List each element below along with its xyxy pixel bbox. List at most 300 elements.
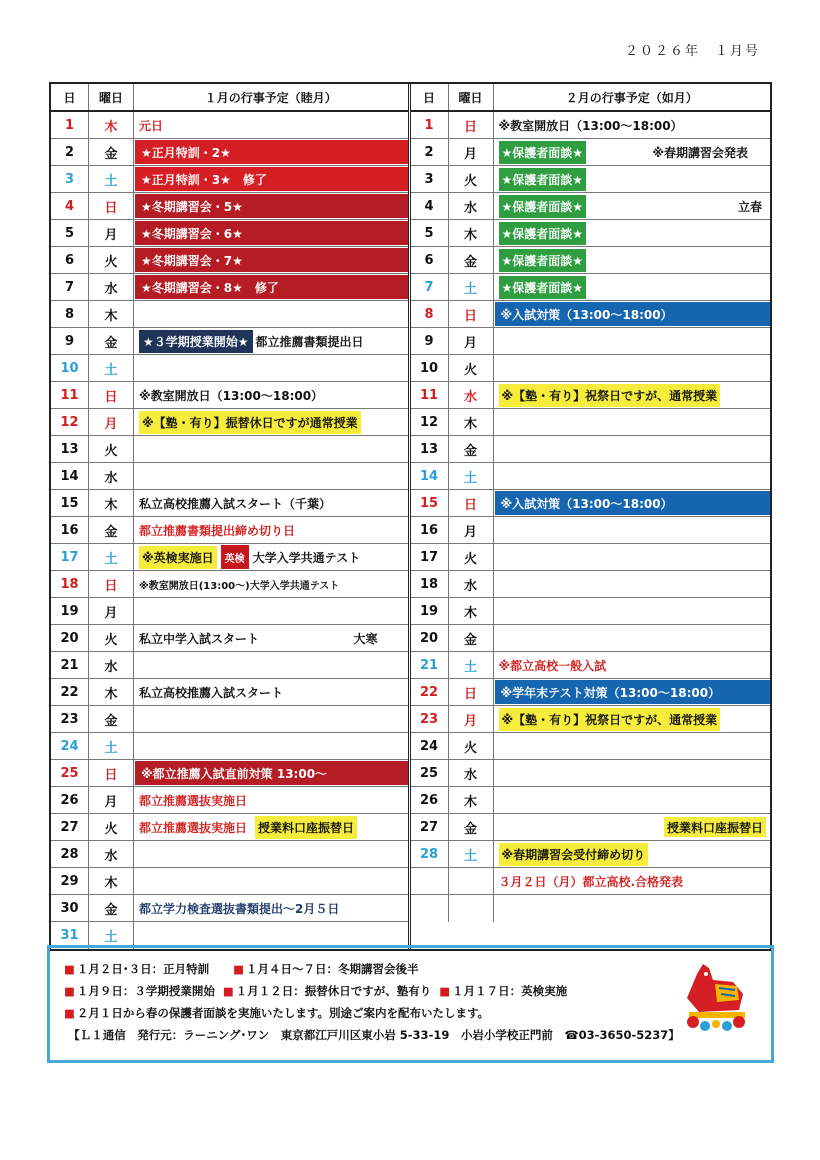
day-number: 17	[411, 544, 449, 570]
event-cell	[494, 355, 771, 381]
event-note: 大寒	[353, 631, 378, 646]
day-number	[411, 895, 449, 922]
header-weekday: 曜日	[449, 84, 494, 110]
event-tag: ★保護者面談★	[499, 276, 587, 299]
day-number: 21	[51, 652, 89, 678]
day-row	[51, 760, 408, 787]
day-number: 16	[411, 517, 449, 543]
weekday: 日	[449, 490, 494, 516]
event-band: ★正月特訓・2★	[135, 140, 408, 164]
event-cell	[494, 220, 771, 246]
weekday: 金	[89, 328, 134, 354]
weekday: 月	[449, 328, 494, 354]
event-cell	[494, 544, 771, 570]
event-text: ※都立高校一般入試	[498, 658, 607, 673]
event-highlight: ※【塾・有り】振替休日ですが通常授業	[139, 411, 361, 434]
day-number: 25	[51, 760, 89, 786]
weekday: 土	[89, 166, 134, 192]
day-number: 27	[411, 814, 449, 840]
weekday: 水	[89, 463, 134, 489]
event-highlight: ※春期講習会受付締め切り	[499, 843, 649, 866]
weekday: 金	[89, 139, 134, 165]
weekday: 日	[89, 571, 134, 597]
horse-mascot-icon	[679, 954, 753, 1032]
event-cell	[134, 733, 408, 759]
weekday: 土	[89, 922, 134, 949]
event-text: 私立高校推薦入試スタート（千葉）	[139, 496, 332, 511]
calendar-table	[49, 82, 772, 951]
note-text: ２月１日から春の保護者面談を実施いたします。別途ご案内を配布いたします。	[76, 1006, 490, 1020]
event-cell	[494, 733, 771, 759]
event-cell	[494, 787, 771, 813]
event-cell	[494, 625, 771, 651]
day-number: 20	[411, 625, 449, 651]
event-cell	[134, 112, 408, 138]
note-text: １月９日：３学期授業開始	[76, 984, 215, 998]
event-cell	[494, 112, 771, 138]
day-number: 20	[51, 625, 89, 651]
weekday: 木	[89, 679, 134, 705]
weekday: 木	[449, 787, 494, 813]
header-weekday: 曜日	[89, 84, 134, 110]
day-row	[411, 868, 771, 895]
day-row	[411, 679, 771, 706]
day-row	[51, 652, 408, 679]
day-number: 10	[411, 355, 449, 381]
weekday: 土	[89, 544, 134, 570]
day-number: 23	[51, 706, 89, 732]
day-row	[411, 166, 771, 193]
day-row	[411, 571, 771, 598]
day-number: 9	[411, 328, 449, 354]
event-cell	[494, 436, 771, 462]
note-text: １月４日～７日：冬期講習会後半	[246, 962, 419, 976]
event-text: 都立推薦書類提出締め切り日	[139, 523, 296, 538]
day-row	[51, 355, 408, 382]
event-cell	[134, 274, 408, 300]
day-row	[411, 760, 771, 787]
event-tag: ★保護者面談★	[499, 195, 587, 218]
event-cell	[134, 139, 408, 165]
event-cell	[494, 517, 771, 543]
january-column	[51, 84, 411, 949]
day-number: 15	[411, 490, 449, 516]
event-band: ★冬期講習会・7★	[135, 248, 408, 272]
event-text: 都立学力検査選抜書類提出～2月５日	[139, 901, 340, 916]
weekday: 水	[449, 571, 494, 597]
weekday: 水	[89, 274, 134, 300]
day-number: 22	[411, 679, 449, 705]
day-row	[51, 517, 408, 544]
day-row	[411, 814, 771, 841]
day-row	[51, 544, 408, 571]
day-number: 11	[411, 382, 449, 408]
day-row	[411, 328, 771, 355]
event-cell	[494, 247, 771, 273]
day-number: 24	[51, 733, 89, 759]
day-number: 13	[51, 436, 89, 462]
event-band: ★正月特訓・3★ 修了	[135, 167, 408, 191]
event-cell	[134, 193, 408, 219]
event-text: ３月２日（月）都立高校.合格発表	[498, 874, 684, 889]
weekday: 金	[89, 517, 134, 543]
event-cell	[134, 544, 408, 570]
weekday: 木	[449, 598, 494, 624]
day-row	[411, 139, 771, 166]
weekday: 日	[449, 112, 494, 138]
event-text: ※教室開放日(13:00～)大学入学共通テスト	[139, 580, 340, 592]
day-number: 5	[51, 220, 89, 246]
issue-label: ２０２６年 １月号	[624, 44, 760, 59]
day-row	[411, 895, 771, 922]
day-number: 18	[51, 571, 89, 597]
weekday: 土	[89, 355, 134, 381]
day-number: 4	[51, 193, 89, 219]
weekday: 火	[449, 733, 494, 759]
weekday: 金	[449, 436, 494, 462]
weekday: 水	[89, 652, 134, 678]
event-text: 大学入学共通テスト	[252, 550, 361, 565]
event-cell	[134, 382, 408, 408]
day-row	[411, 382, 771, 409]
weekday: 月	[89, 220, 134, 246]
weekday: 土	[449, 841, 494, 867]
event-cell	[494, 571, 771, 597]
day-row	[411, 463, 771, 490]
day-number: 6	[411, 247, 449, 273]
event-cell	[134, 409, 408, 435]
event-cell	[134, 220, 408, 246]
day-number: 3	[51, 166, 89, 192]
event-highlight: 授業料口座振替日	[664, 817, 766, 837]
event-text: 都立推薦選抜実施日	[139, 820, 248, 835]
event-cell	[134, 868, 408, 894]
event-cell	[494, 598, 771, 624]
day-row	[51, 112, 408, 139]
day-number: 17	[51, 544, 89, 570]
day-number: 28	[411, 841, 449, 867]
day-row	[411, 274, 771, 301]
day-number: 31	[51, 922, 89, 949]
weekday: 月	[89, 787, 134, 813]
day-number: 18	[411, 571, 449, 597]
weekday: 水	[89, 841, 134, 867]
day-number: 12	[51, 409, 89, 435]
event-cell	[494, 652, 771, 678]
event-cell	[134, 652, 408, 678]
event-cell	[134, 598, 408, 624]
day-row	[51, 274, 408, 301]
day-row	[411, 490, 771, 517]
header-jan-title: １月の行事予定（睦月）	[204, 90, 337, 105]
event-tag: ★保護者面談★	[499, 249, 587, 272]
event-cell	[494, 139, 771, 165]
day-row	[411, 193, 771, 220]
event-highlight: 授業料口座振替日	[255, 816, 357, 839]
event-cell	[134, 166, 408, 192]
notes-box	[47, 945, 774, 1063]
day-number: 27	[51, 814, 89, 840]
weekday	[449, 868, 494, 894]
event-cell	[134, 706, 408, 732]
event-highlight: ※【塾・有り】祝祭日ですが、通常授業	[499, 708, 721, 731]
weekday: 水	[449, 193, 494, 219]
event-cell	[494, 841, 771, 867]
event-cell	[494, 382, 771, 408]
day-number: 23	[411, 706, 449, 732]
event-cell	[134, 328, 408, 354]
day-row	[51, 625, 408, 652]
weekday: 月	[449, 706, 494, 732]
day-number: 19	[51, 598, 89, 624]
day-number: 6	[51, 247, 89, 273]
day-number: 26	[51, 787, 89, 813]
event-band: ★冬期講習会・5★	[135, 194, 408, 218]
event-cell	[134, 517, 408, 543]
day-number: 28	[51, 841, 89, 867]
weekday: 木	[89, 301, 134, 327]
day-number: 24	[411, 733, 449, 759]
day-row	[51, 679, 408, 706]
event-cell	[494, 301, 771, 327]
day-number: 15	[51, 490, 89, 516]
weekday: 日	[89, 760, 134, 786]
event-highlight: ※【塾・有り】祝祭日ですが、通常授業	[499, 384, 721, 407]
weekday: 月	[89, 409, 134, 435]
day-row	[51, 193, 408, 220]
event-cell	[134, 355, 408, 381]
event-cell	[134, 301, 408, 327]
day-number: 7	[51, 274, 89, 300]
day-number: 5	[411, 220, 449, 246]
day-number: 25	[411, 760, 449, 786]
day-row	[51, 571, 408, 598]
january-header	[51, 84, 408, 112]
day-row	[51, 463, 408, 490]
february-column	[411, 84, 771, 949]
day-number: 1	[411, 112, 449, 138]
weekday: 土	[449, 652, 494, 678]
weekday	[449, 895, 494, 922]
event-cell	[494, 463, 771, 489]
day-row	[51, 895, 408, 922]
weekday: 金	[449, 247, 494, 273]
day-row	[411, 436, 771, 463]
event-cell	[494, 706, 771, 732]
day-number	[411, 868, 449, 894]
day-row	[411, 841, 771, 868]
weekday: 金	[89, 895, 134, 921]
weekday: 日	[449, 301, 494, 327]
day-row	[51, 220, 408, 247]
day-number: 2	[51, 139, 89, 165]
day-row	[411, 355, 771, 382]
day-row	[411, 625, 771, 652]
weekday: 木	[449, 409, 494, 435]
event-cell	[494, 166, 771, 192]
weekday: 火	[89, 625, 134, 651]
day-row	[51, 436, 408, 463]
weekday: 金	[449, 625, 494, 651]
day-number: 13	[411, 436, 449, 462]
event-cell	[134, 247, 408, 273]
day-number: 19	[411, 598, 449, 624]
day-row	[411, 706, 771, 733]
event-cell	[134, 787, 408, 813]
day-row	[51, 841, 408, 868]
day-row	[411, 409, 771, 436]
day-number: 11	[51, 382, 89, 408]
note-line: ■ １月９日：３学期授業開始 ■ １月１２日：振替休日ですが、塾有り ■ １月１７日：英検実施	[64, 984, 568, 998]
day-row	[411, 652, 771, 679]
february-header	[411, 84, 771, 112]
event-cell	[134, 571, 408, 597]
day-row	[51, 409, 408, 436]
weekday: 木	[89, 112, 134, 138]
day-row	[51, 814, 408, 841]
event-cell	[134, 490, 408, 516]
day-row	[51, 598, 408, 625]
weekday: 月	[449, 517, 494, 543]
event-cell	[134, 463, 408, 489]
event-cell	[134, 814, 408, 840]
weekday: 火	[449, 166, 494, 192]
day-row	[411, 247, 771, 274]
weekday: 火	[449, 355, 494, 381]
note-text: １月１７日：英検実施	[452, 984, 568, 998]
event-cell	[134, 679, 408, 705]
event-note: 立春	[737, 199, 762, 214]
day-number: 8	[411, 301, 449, 327]
day-number: 4	[411, 193, 449, 219]
day-number: 7	[411, 274, 449, 300]
weekday: 水	[449, 760, 494, 786]
event-cell	[134, 841, 408, 867]
day-number: 14	[411, 463, 449, 489]
header-feb-title: ２月の行事予定（如月）	[565, 90, 698, 105]
day-row	[411, 598, 771, 625]
event-cell	[494, 328, 771, 354]
day-row	[51, 166, 408, 193]
event-cell	[134, 895, 408, 921]
event-cell	[494, 193, 771, 219]
weekday: 土	[449, 463, 494, 489]
note-text: １月２日･３日：正月特訓	[76, 962, 210, 976]
day-number: 21	[411, 652, 449, 678]
event-cell	[494, 868, 771, 894]
day-number: 2	[411, 139, 449, 165]
event-highlight: ※英検実施日	[139, 546, 217, 569]
weekday: 水	[449, 382, 494, 408]
day-number: 29	[51, 868, 89, 894]
day-number: 9	[51, 328, 89, 354]
day-row	[411, 220, 771, 247]
day-row	[51, 139, 408, 166]
event-cell	[494, 760, 771, 786]
day-row	[411, 544, 771, 571]
event-band: ※入試対策（13:00～18:00）	[495, 491, 771, 515]
event-text: ※教室開放日（13:00～18:00）	[139, 388, 324, 403]
weekday: 木	[449, 220, 494, 246]
day-row	[411, 301, 771, 328]
weekday: 火	[89, 436, 134, 462]
event-cell	[494, 490, 771, 516]
day-number: 10	[51, 355, 89, 381]
event-tag: ★３学期授業開始★	[139, 330, 253, 353]
weekday: 火	[89, 814, 134, 840]
weekday: 日	[449, 679, 494, 705]
event-note: ※春期講習会発表	[652, 145, 748, 160]
event-text: 都立推薦選抜実施日	[139, 793, 248, 808]
day-row	[51, 328, 408, 355]
event-cell	[134, 760, 408, 786]
event-tag: ★保護者面談★	[499, 222, 587, 245]
header-day: 日	[51, 84, 89, 110]
event-band: ★冬期講習会・6★	[135, 221, 408, 245]
eiken-badge: 英検	[221, 545, 249, 569]
event-cell	[494, 679, 771, 705]
publisher-text: 【Ｌ１通信 発行元：ラーニング･ワン 東京都江戸川区東小岩 5-33-19 小岩小学校正門前 ☎03-3650-5237】	[68, 1028, 680, 1042]
weekday: 火	[449, 544, 494, 570]
weekday: 日	[89, 193, 134, 219]
weekday: 土	[449, 274, 494, 300]
day-number: 22	[51, 679, 89, 705]
day-row	[411, 787, 771, 814]
day-row	[51, 247, 408, 274]
weekday: 土	[89, 733, 134, 759]
weekday: 日	[89, 382, 134, 408]
event-cell	[494, 895, 771, 922]
event-band: ★冬期講習会・8★ 修了	[135, 275, 408, 299]
day-row	[51, 490, 408, 517]
day-row	[411, 112, 771, 139]
day-number: 26	[411, 787, 449, 813]
event-text: 私立中学入試スタート	[139, 631, 260, 646]
day-row	[411, 733, 771, 760]
day-number: 16	[51, 517, 89, 543]
day-number: 14	[51, 463, 89, 489]
day-number: 12	[411, 409, 449, 435]
event-cell	[134, 436, 408, 462]
publisher-line	[64, 1024, 684, 1046]
day-row	[51, 868, 408, 895]
day-row	[51, 787, 408, 814]
day-number: 30	[51, 895, 89, 921]
weekday: 木	[89, 490, 134, 516]
day-row	[51, 706, 408, 733]
event-band: ※入試対策（13:00～18:00）	[495, 302, 771, 326]
day-row	[51, 382, 408, 409]
day-number: 3	[411, 166, 449, 192]
note-text: １月１２日：振替休日ですが、塾有り	[235, 984, 432, 998]
day-row	[51, 733, 408, 760]
event-text: 私立高校推薦入試スタート	[139, 685, 284, 700]
event-text: 元日	[139, 118, 164, 133]
event-cell	[494, 409, 771, 435]
event-tag: ★保護者面談★	[499, 168, 587, 191]
day-row	[411, 517, 771, 544]
event-cell	[494, 814, 771, 840]
event-band: ※都立推薦入試直前対策 13:00～	[135, 761, 408, 785]
weekday: 金	[449, 814, 494, 840]
note-line: ■ １月２日･３日：正月特訓 ■ １月４日～７日：冬期講習会後半	[64, 962, 419, 976]
event-cell	[134, 625, 408, 651]
event-text: ※教室開放日（13:00～18:00）	[498, 118, 683, 133]
weekday: 火	[89, 247, 134, 273]
weekday: 金	[89, 706, 134, 732]
day-row	[51, 301, 408, 328]
day-number: 1	[51, 112, 89, 138]
